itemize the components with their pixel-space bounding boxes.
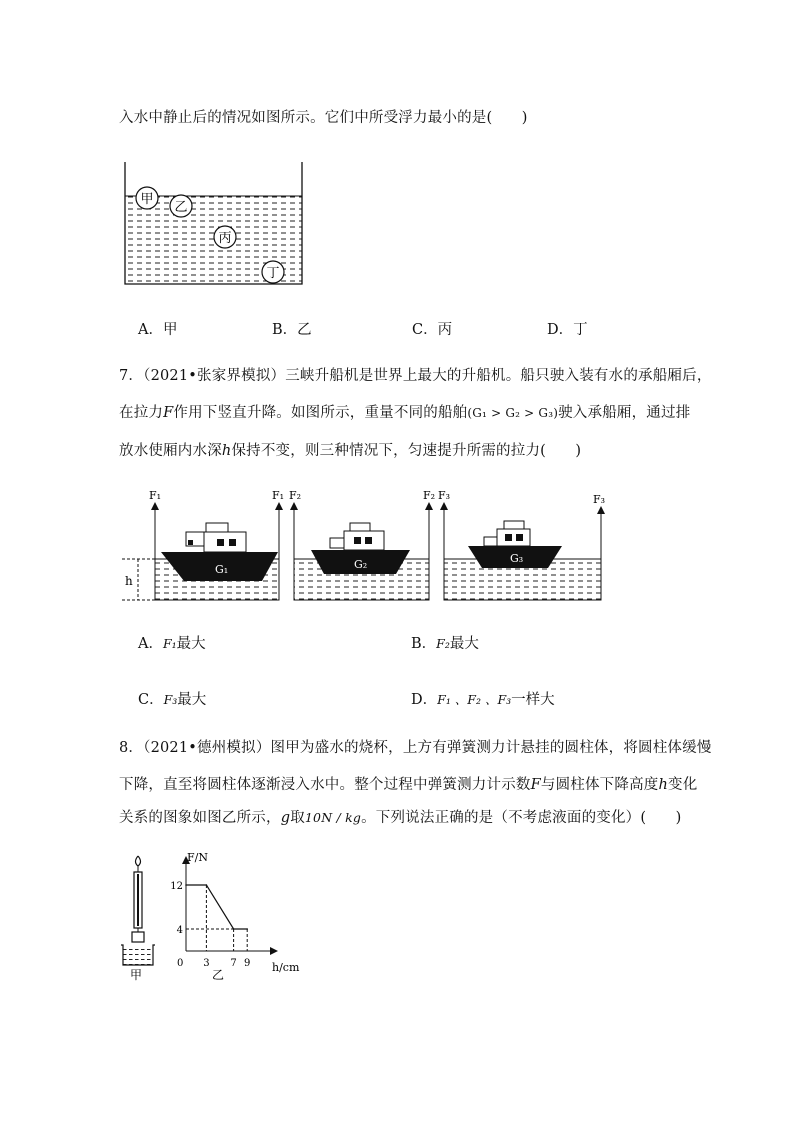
force-label-f3-left: F₃ bbox=[438, 489, 451, 502]
svg-text:丁: 丁 bbox=[266, 266, 280, 281]
data-point-3 bbox=[246, 928, 248, 930]
y-tick-label-12: 12 bbox=[170, 881, 183, 892]
q8-stem-line2: 下降，直至将圆柱体逐渐浸入水中。整个过程中弹簧测力计示数F与圆柱体下降高度h变化 bbox=[119, 777, 698, 793]
q7-option-c[interactable]: C．F₃最大 bbox=[138, 692, 207, 708]
y-axis-label: F/N bbox=[187, 852, 208, 864]
q7-stem-line2: 在拉力F作用下竖直升降。如图所示，重量不同的船舶(G₁ > G₂ > G₃)驶入承船厢，通过排 bbox=[119, 405, 691, 421]
ship-2-label: G₂ bbox=[354, 558, 368, 571]
q6-option-d[interactable]: D．丁 bbox=[547, 322, 588, 338]
force-label-f2-right: F₂ bbox=[423, 489, 436, 502]
svg-text:甲: 甲 bbox=[140, 192, 154, 207]
data-point-0 bbox=[185, 884, 187, 886]
ball-jia bbox=[136, 187, 158, 209]
q6-stem: 入水中静止后的情况如图所示。它们中所受浮力最小的是( ) bbox=[119, 110, 528, 126]
q7-figure bbox=[118, 482, 618, 607]
q6-figure bbox=[118, 158, 308, 288]
ship-2 bbox=[311, 523, 410, 574]
series-line bbox=[186, 885, 247, 929]
q7-stem-line3: 放水使厢内水深h保持不变，则三种情况下，匀速提升所需的拉力( ) bbox=[119, 443, 582, 459]
label-yi: 乙 bbox=[212, 968, 225, 982]
hook-icon bbox=[136, 856, 141, 866]
x-tick-label-3: 3 bbox=[203, 958, 210, 969]
force-label-f1-right: F₁ bbox=[272, 489, 285, 502]
q6-option-c[interactable]: C．丙 bbox=[412, 322, 453, 338]
data-point-2 bbox=[233, 928, 235, 930]
ship-1-label: G₁ bbox=[215, 563, 229, 576]
ball-yi bbox=[170, 195, 192, 217]
force-label-f1-left: F₁ bbox=[149, 489, 162, 502]
q7-option-a[interactable]: A．F₁最大 bbox=[138, 636, 206, 652]
q6-option-b[interactable]: B．乙 bbox=[272, 322, 312, 338]
x-axis-label: h/cm bbox=[272, 961, 300, 974]
ship-1 bbox=[161, 523, 278, 581]
ship-3 bbox=[468, 521, 562, 568]
q8-figure-jia bbox=[116, 852, 166, 984]
origin-label: 0 bbox=[177, 958, 184, 969]
beaker-water bbox=[123, 948, 153, 965]
x-tick-label-7: 7 bbox=[230, 958, 237, 969]
q7-option-d[interactable]: D．F₁ 、F₂ 、F₃一样大 bbox=[411, 692, 555, 708]
ship-3-label: G₃ bbox=[510, 552, 524, 565]
x-tick-label-9: 9 bbox=[244, 958, 251, 969]
label-jia: 甲 bbox=[130, 968, 143, 982]
svg-text:乙: 乙 bbox=[174, 200, 188, 215]
q7-stem-line1: 7．（2021•张家界模拟）三峡升船机是世界上最大的升船机。船只驶入装有水的承船厢后， bbox=[119, 368, 712, 384]
force-label-f3-right: F₃ bbox=[593, 493, 606, 506]
data-point-1 bbox=[206, 884, 208, 886]
q8-figure-yi bbox=[166, 852, 316, 987]
force-label-f2-left: F₂ bbox=[289, 489, 302, 502]
q8-stem-line3: 关系的图象如图乙所示，g取10N / kg。下列说法正确的是（不考虑液面的变化）( ) bbox=[119, 810, 682, 826]
cylinder bbox=[132, 932, 144, 942]
q7-option-b[interactable]: B．F₂最大 bbox=[411, 636, 479, 652]
q8-stem-line1: 8．（2021•德州模拟）图甲为盛水的烧杯，上方有弹簧测力计悬挂的圆柱体，将圆柱体缓慢 bbox=[119, 740, 712, 756]
ball-bing bbox=[214, 226, 236, 248]
y-tick-label-4: 4 bbox=[176, 925, 183, 936]
q6-option-a[interactable]: A．甲 bbox=[138, 322, 178, 338]
ball-ding bbox=[262, 261, 284, 283]
svg-text:丙: 丙 bbox=[218, 231, 232, 246]
depth-label: h bbox=[125, 574, 133, 588]
